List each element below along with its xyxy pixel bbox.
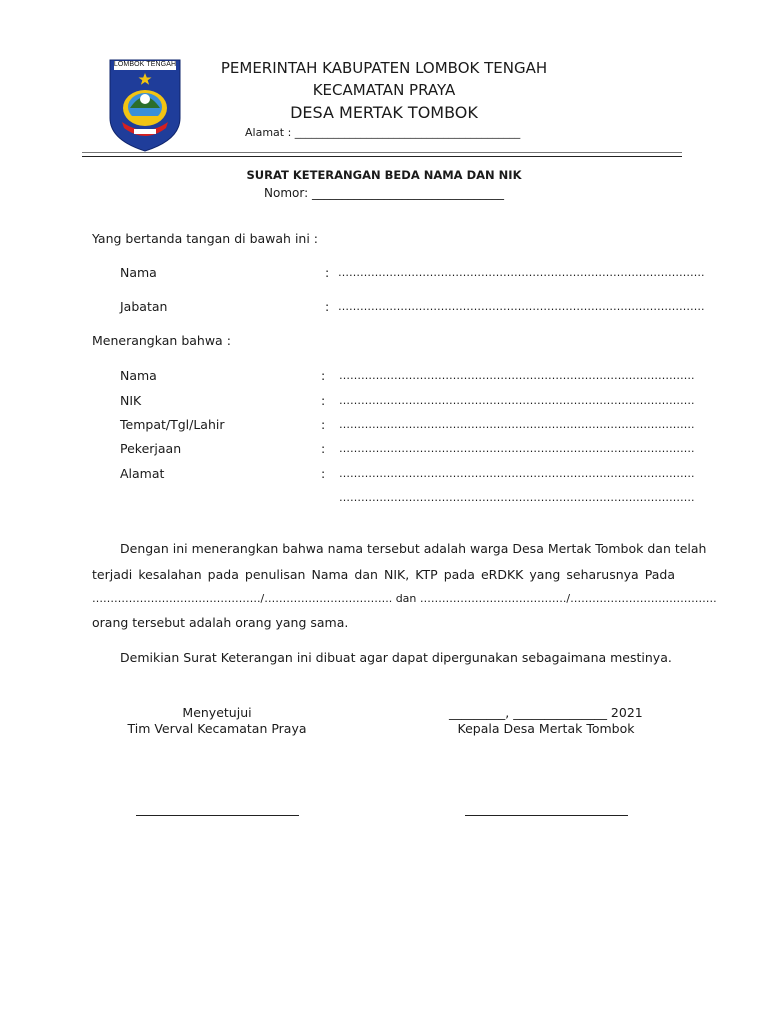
- left-signature-line: [136, 815, 299, 816]
- letterhead-address: Alamat : _________________________________________: [245, 126, 521, 139]
- subject-birth-blank: …………………………………………………………………………………….: [339, 418, 695, 431]
- logo-caption: LOMBOK TENGAH: [113, 61, 177, 68]
- subject-occupation-colon: :: [321, 441, 326, 456]
- letterhead-district: KECAMATAN PRAYA: [312, 81, 456, 99]
- letterhead-village: DESA MERTAK TOMBOK: [290, 103, 478, 122]
- subject-intro: Menerangkan bahwa :: [92, 333, 231, 348]
- signer-name-blank: ……………………………………………………………………………………….: [338, 266, 705, 279]
- subject-occupation-label: Pekerjaan: [120, 441, 182, 456]
- subject-birth-label: Tempat/Tgl/Lahir: [120, 417, 225, 432]
- right-signature-line: [465, 815, 628, 816]
- signer-name-label: Nama: [120, 265, 157, 280]
- signer-position-blank: ……………………………………………………………………………………….: [338, 300, 705, 313]
- letterhead-rule-thick: [82, 156, 682, 157]
- subject-nik-blank: …………………………………………………………………………………….: [339, 394, 695, 407]
- left-signature-title: Menyetujui: [182, 705, 252, 720]
- right-signature-date: _________, _______________ 2021: [449, 705, 643, 720]
- subject-address-label: Alamat: [120, 466, 165, 481]
- right-signature-role: Kepala Desa Mertak Tombok: [457, 721, 635, 736]
- subject-nik-label: NIK: [120, 393, 142, 408]
- left-signature-role: Tim Verval Kecamatan Praya: [127, 721, 307, 736]
- body-line-3: ………………………………………./…………………………….. dan …………………………………./………………………………….: [92, 592, 717, 605]
- subject-name-blank: …………………………………………………………………………………….: [339, 369, 695, 382]
- body-line-2: terjadi kesalahan pada penulisan Nama dan NIK, KTP pada eRDKK yang seharusnya Pada: [92, 567, 675, 582]
- signer-intro: Yang bertanda tangan di bawah ini :: [92, 231, 319, 246]
- closing-statement: Demikian Surat Keterangan ini dibuat agar dapat dipergunakan sebagaimana mestinya.: [120, 650, 672, 665]
- subject-nik-colon: :: [321, 393, 326, 408]
- subject-birth-colon: :: [321, 417, 326, 432]
- subject-address-colon: :: [321, 466, 326, 481]
- letter-title: SURAT KETERANGAN BEDA NAMA DAN NIK: [246, 168, 522, 182]
- body-line-4: orang tersebut adalah orang yang sama.: [92, 615, 349, 630]
- subject-occupation-blank: …………………………………………………………………………………….: [339, 442, 695, 455]
- body-line-1: Dengan ini menerangkan bahwa nama tersebut adalah warga Desa Mertak Tombok dan telah: [120, 541, 707, 556]
- signer-position-colon: :: [325, 299, 330, 314]
- letterhead-government: PEMERINTAH KABUPATEN LOMBOK TENGAH: [220, 59, 548, 77]
- subject-address-blank: …………………………………………………………………………………….: [339, 467, 695, 480]
- signer-name-colon: :: [325, 265, 330, 280]
- letterhead-rule-thin: [82, 152, 682, 153]
- subject-address-blank-2: …………………………………………………………………………………….: [339, 491, 695, 504]
- signer-position-label: Jabatan: [120, 299, 168, 314]
- subject-name-label: Nama: [120, 368, 157, 383]
- subject-name-colon: :: [321, 368, 326, 383]
- letter-number: Nomor: ________________________________: [264, 186, 504, 200]
